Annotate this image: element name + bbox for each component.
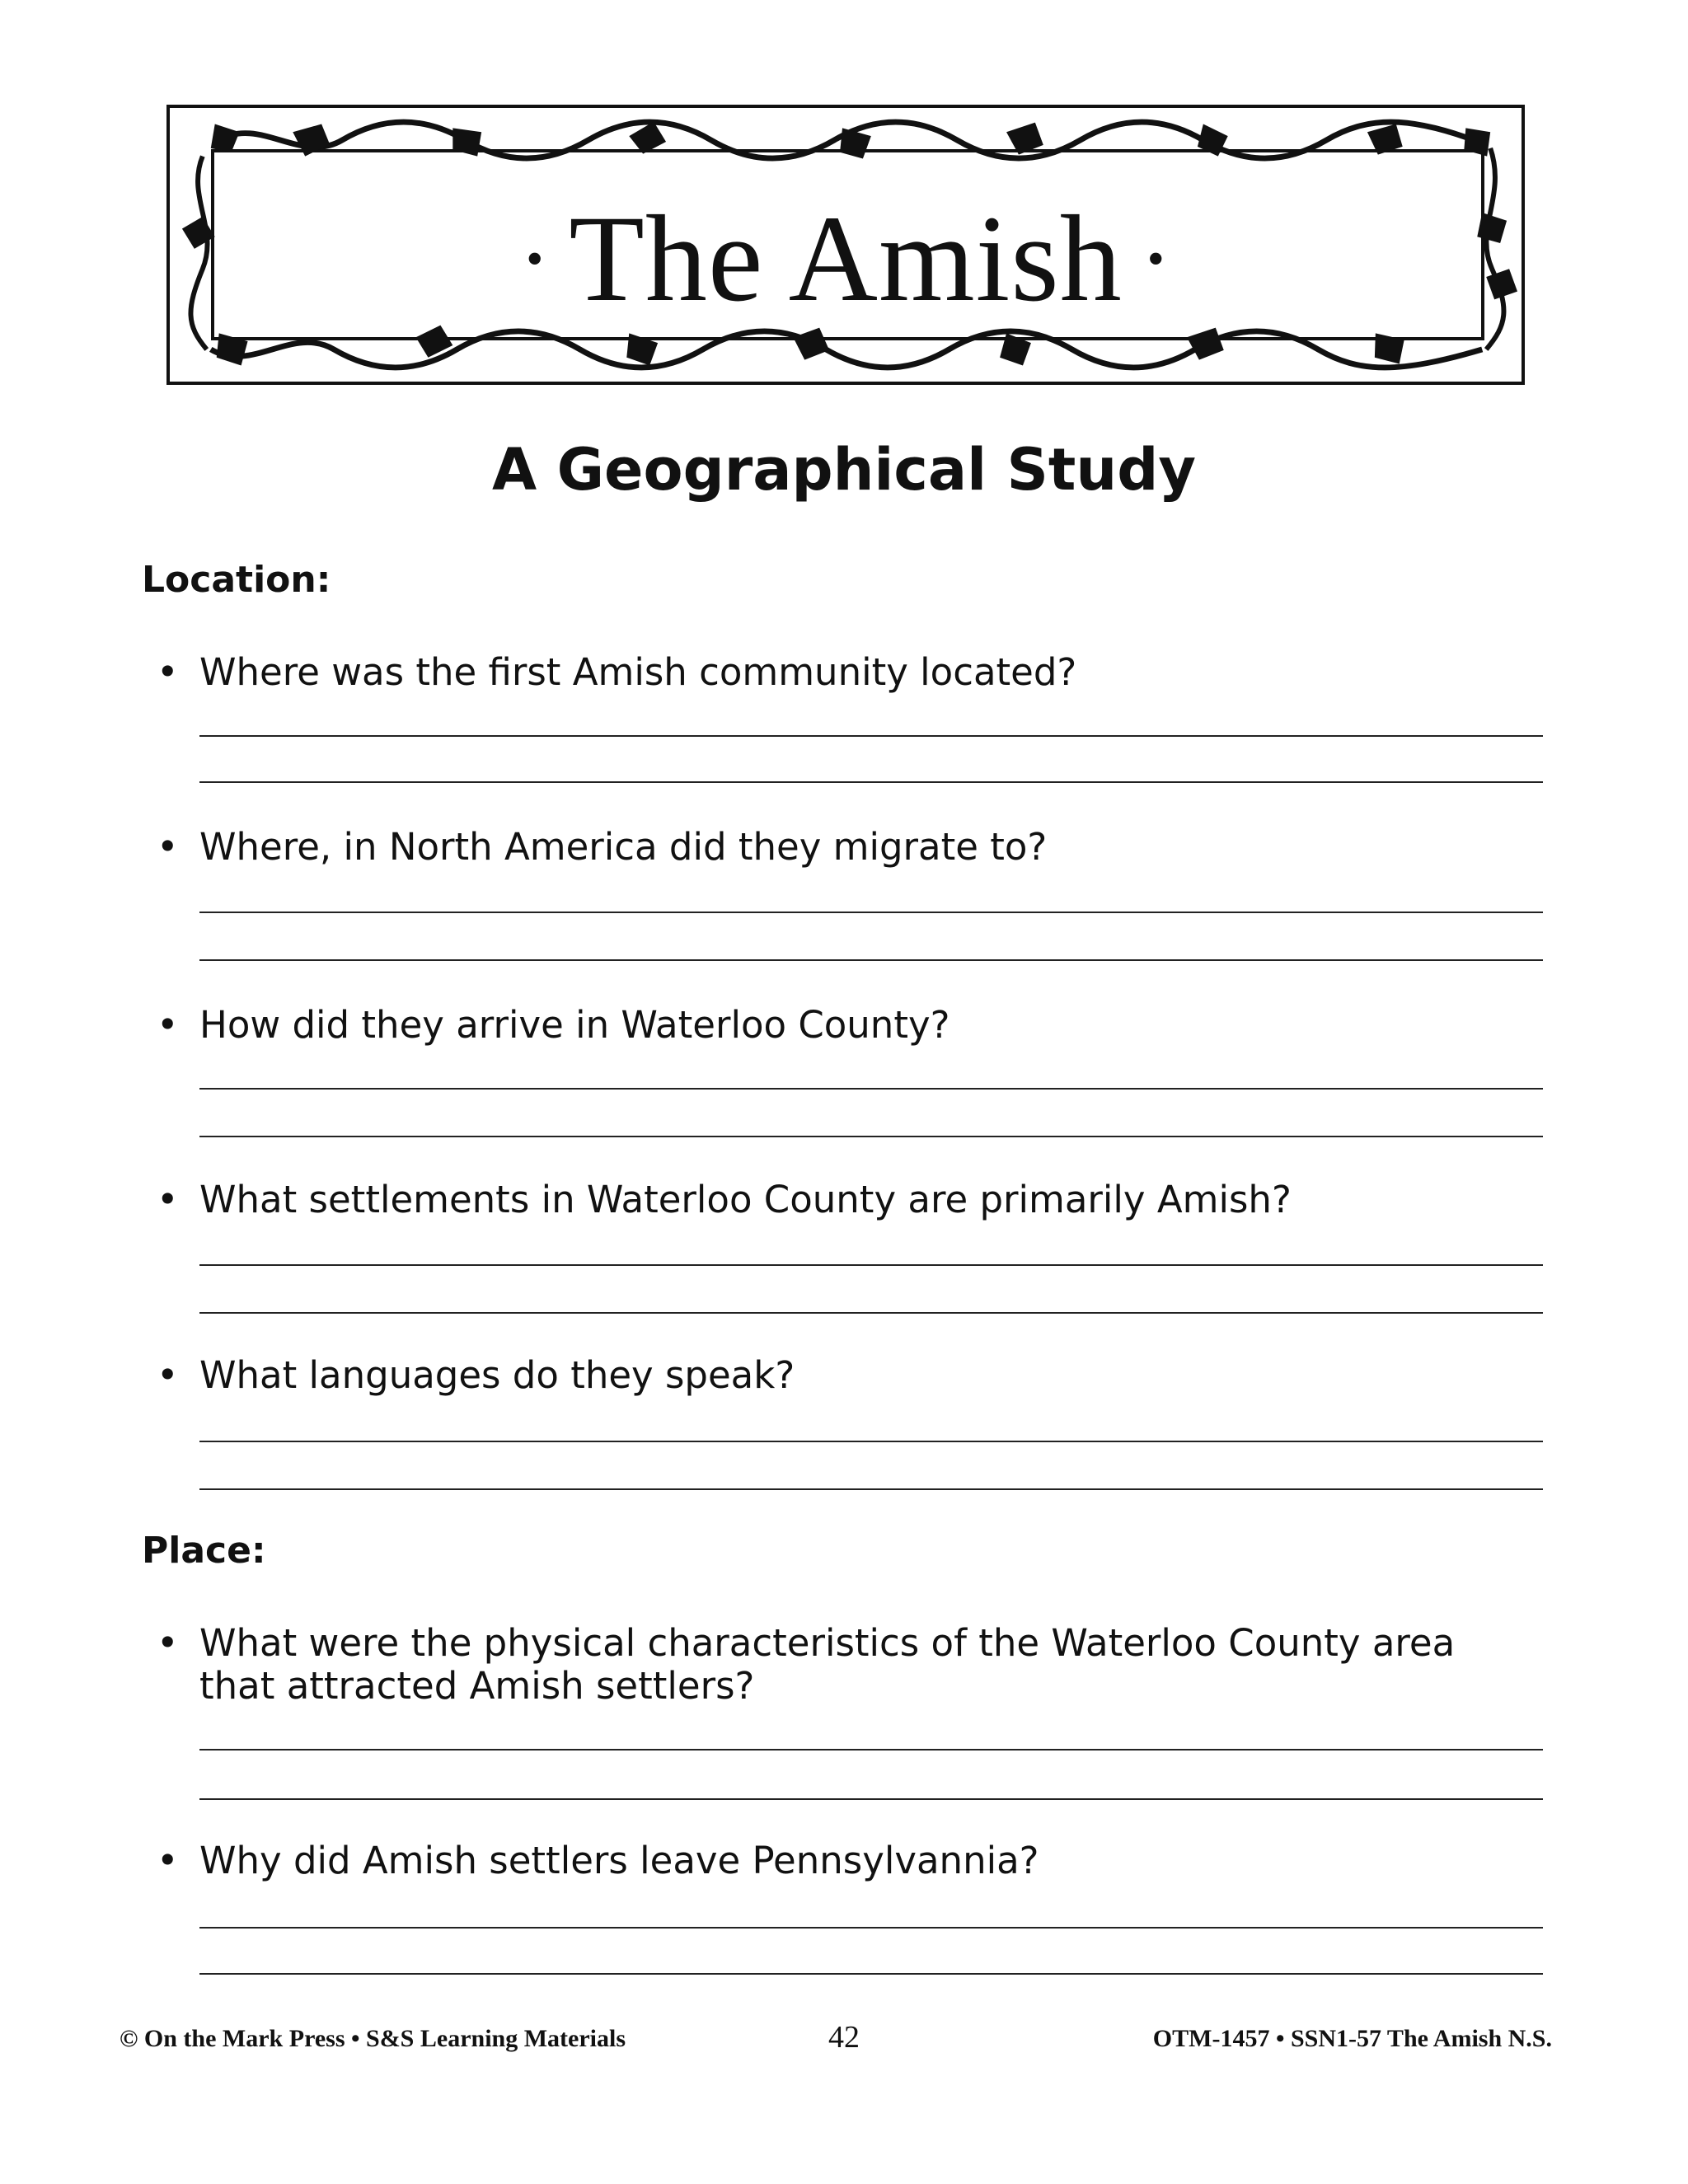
page-subtitle: A Geographical Study xyxy=(492,436,1196,504)
bullet-icon: • xyxy=(157,1003,179,1047)
section-heading-place: Place: xyxy=(142,1530,266,1572)
question-text: What languages do they speak? xyxy=(199,1353,795,1397)
bullet-icon: • xyxy=(157,650,179,694)
answer-line[interactable] xyxy=(199,1749,1543,1750)
title-banner xyxy=(166,105,1525,385)
question-item xyxy=(157,1840,1508,1882)
question-text: Why did Amish settlers leave Pennsylvannia? xyxy=(199,1839,1039,1882)
bullet-icon: • xyxy=(157,1839,179,1882)
question-text: How did they arrive in Waterloo County? xyxy=(199,1003,950,1047)
bullet-icon: • xyxy=(157,1353,179,1397)
bullet-icon: • xyxy=(157,1621,179,1665)
question-item xyxy=(157,1179,1508,1221)
question-item xyxy=(157,651,1508,694)
bullet-icon: • xyxy=(157,825,179,869)
banner-dot-left: • xyxy=(526,232,545,286)
answer-line[interactable] xyxy=(199,1088,1543,1090)
answer-line[interactable] xyxy=(199,1927,1543,1929)
footer-publisher: © On the Mark Press • S&S Learning Materials xyxy=(120,2025,626,2052)
answer-line[interactable] xyxy=(199,1441,1543,1442)
answer-line[interactable] xyxy=(199,781,1543,783)
answer-line[interactable] xyxy=(199,1488,1543,1490)
answer-line[interactable] xyxy=(199,959,1543,961)
answer-line[interactable] xyxy=(199,1312,1543,1314)
question-item xyxy=(157,1354,1508,1397)
question-text: Where, in North America did they migrate to? xyxy=(199,825,1048,869)
section-heading-location: Location: xyxy=(142,559,331,601)
answer-line[interactable] xyxy=(199,735,1543,737)
question-item xyxy=(157,826,1508,869)
question-item xyxy=(157,1004,1508,1047)
question-text: Where was the first Amish community located? xyxy=(199,650,1077,694)
banner-dot-right: • xyxy=(1146,232,1165,286)
question-item xyxy=(157,1622,1508,1708)
question-text: What settlements in Waterloo County are primarily Amish? xyxy=(199,1178,1292,1221)
answer-line[interactable] xyxy=(199,1798,1543,1800)
bullet-icon: • xyxy=(157,1178,179,1221)
answer-line[interactable] xyxy=(199,1136,1543,1137)
answer-line[interactable] xyxy=(199,1973,1543,1975)
page-number: 42 xyxy=(828,2020,860,2055)
footer-product-code: OTM-1457 • SSN1-57 The Amish N.S. xyxy=(1152,2025,1552,2052)
banner-title-text: The Amish xyxy=(569,190,1123,327)
banner-title xyxy=(170,190,1522,327)
answer-line[interactable] xyxy=(199,912,1543,913)
answer-line[interactable] xyxy=(199,1264,1543,1266)
question-text: What were the physical characteristics of the Waterloo County area that attracted Amish settlers? xyxy=(199,1621,1456,1708)
